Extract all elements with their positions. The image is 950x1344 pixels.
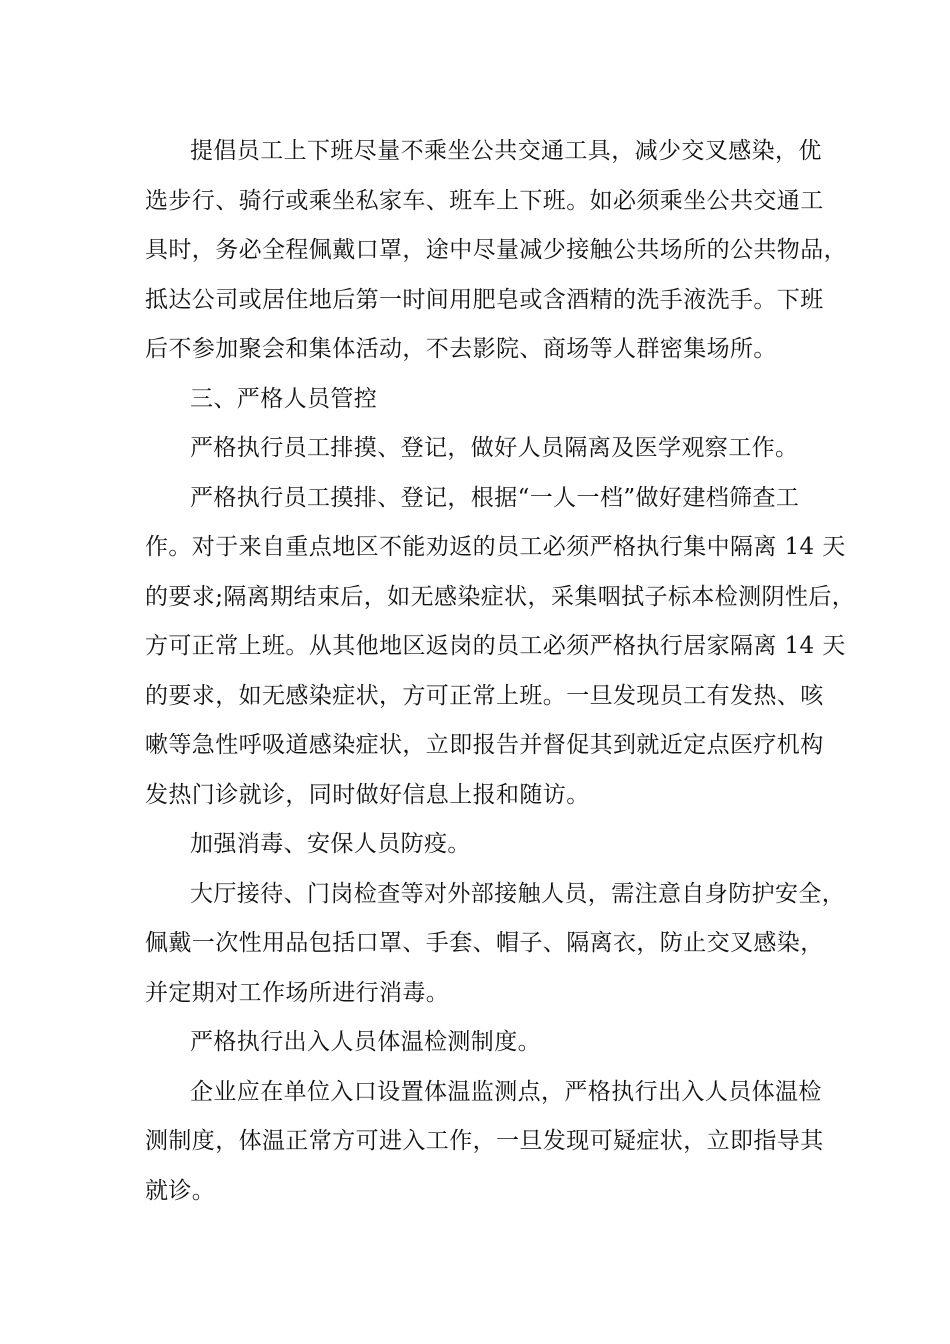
paragraph-line: 就诊。 — [145, 1177, 216, 1204]
paragraph-line: 抵达公司或居住地后第一时间用肥皂或含酒精的洗手液洗手。下班 — [145, 286, 824, 313]
paragraph-line: 作。对于来自重点地区不能劝返的员工必须严格执行集中隔离 14 天 — [145, 534, 846, 560]
paragraph-line: 发热门诊就诊，同时做好信息上报和随访。 — [145, 781, 590, 808]
paragraph-line: 佩戴一次性用品包括口罩、手套、帽子、隔离衣，防止交叉感染， — [145, 930, 824, 956]
document-body — [145, 127, 856, 1216]
paragraph-line: 提倡员工上下班尽量不乘坐公共交通工具，减少交叉感染，优 — [190, 138, 822, 164]
subheading: 加强消毒、安保人员防疫。 — [190, 831, 471, 857]
paragraph-line: 方可正常上班。从其他地区返岗的员工必须严格执行居家隔离 14 天 — [145, 633, 846, 659]
paragraph-line: 严格执行员工摸排、登记，根据“一人一档”做好建档筛查工 — [190, 484, 800, 511]
paragraph-line: 嗽等急性呼吸道感染症状，立即报告并督促其到就近定点医疗机构 — [145, 732, 824, 758]
paragraph-line: 的要求;隔离期结束后，如无感染症状，采集咽拭子标本检测阴性后， — [145, 583, 856, 610]
paragraph-line: 企业应在单位入口设置体温监测点，严格执行出入人员体温检 — [190, 1078, 822, 1105]
paragraph-line: 并定期对工作场所进行消毒。 — [145, 979, 450, 1006]
section-heading: 三、严格人员管控 — [190, 385, 378, 412]
paragraph-line: 大厅接待、门岗检查等对外部接触人员，需注意自身防护安全， — [190, 880, 846, 907]
subheading: 严格执行出入人员体温检测制度。 — [190, 1029, 541, 1055]
subheading: 严格执行员工排摸、登记，做好人员隔离及医学观察工作。 — [190, 435, 799, 461]
paragraph-line: 选步行、骑行或乘坐私家车、班车上下班。如必须乘坐公共交通工 — [145, 187, 824, 214]
paragraph-line: 测制度，体温正常方可进入工作，一旦发现可疑症状，立即指导其 — [145, 1128, 824, 1154]
paragraph-line: 后不参加聚会和集体活动，不去影院、商场等人群密集场所。 — [145, 336, 777, 362]
paragraph-line: 具时，务必全程佩戴口罩，途中尽量减少接触公共场所的公共物品， — [145, 237, 847, 263]
paragraph-line: 的要求，如无感染症状，方可正常上班。一旦发现员工有发热、咳 — [145, 682, 824, 709]
